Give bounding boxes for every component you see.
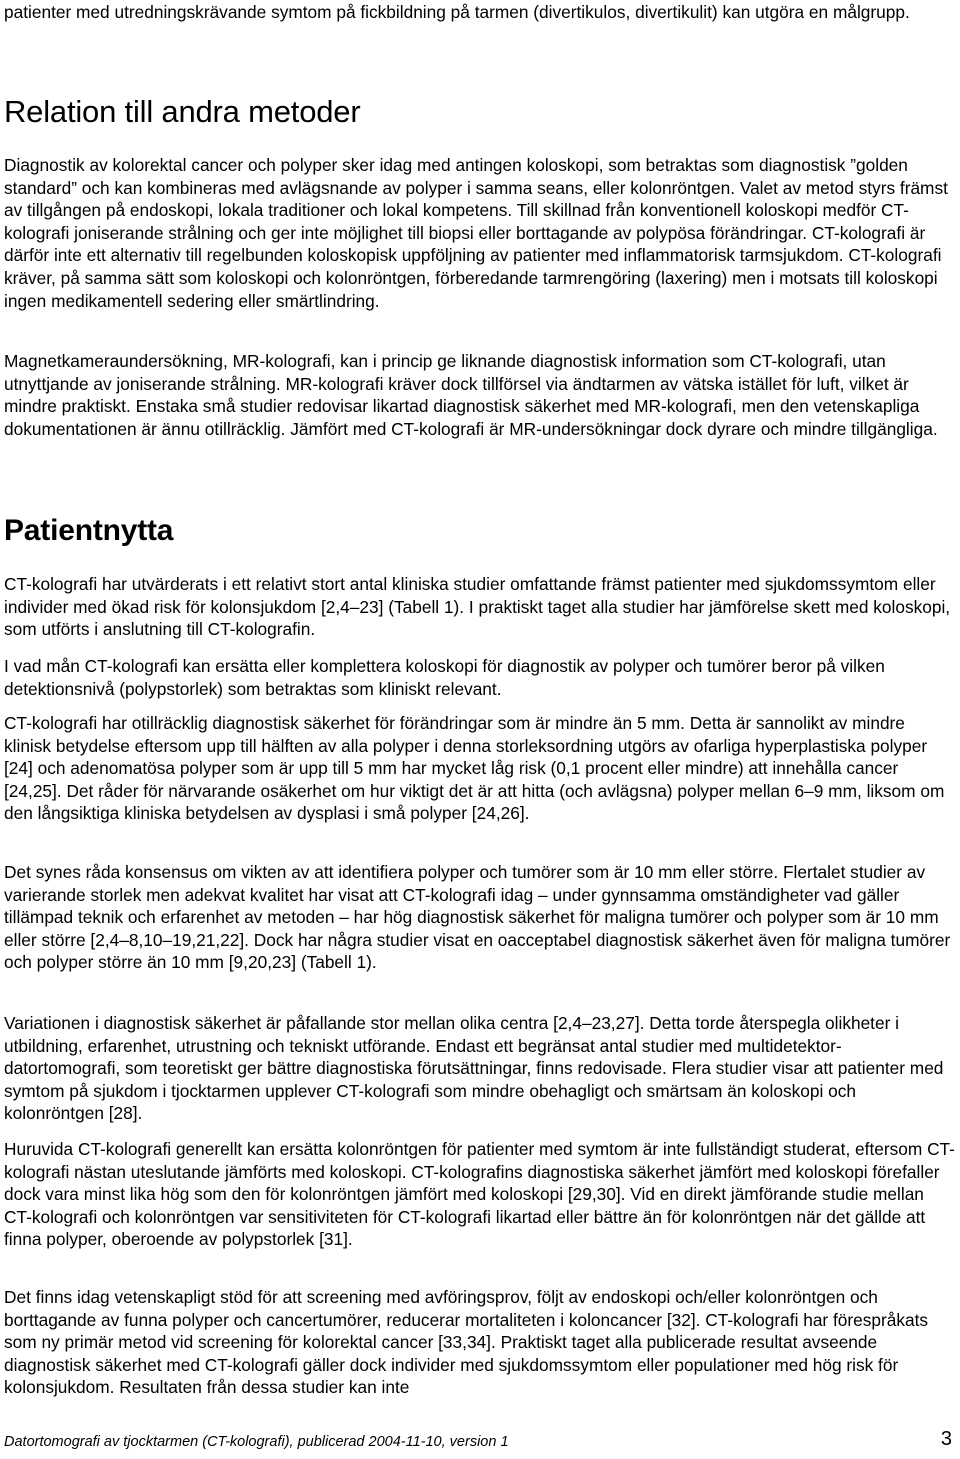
section-heading-patientnytta: Patientnytta — [4, 514, 174, 547]
patientnytta-paragraph-3: CT-kolografi har otillräcklig diagnostisk säkerhet för förändringar som är mindre än 5 mm. Detta är sannolikt av mindre klinisk betydelse eftersom upp till hälften av alla polyper i denna storleksordning utgörs av ofarliga hyperplastiska polyper [24] och adenomatösa polyper som är upp till 5 mm har mycket låg risk (0,1 procent eller mindre) att innehålla cancer [24,25]. Det råder för närvarande osäkerhet om hur viktigt det är att hitta (och avlägsna) polyper mellan 6–9 mm, liksom om den långsiktiga kliniska betydelsen av dysplasi i små polyper [24,26]. — [4, 713, 945, 824]
footer-text: Datortomografi av tjocktarmen (CT-kolografi), publicerad 2004-11-10, version 1 — [4, 1434, 509, 1450]
page-number: 3 — [940, 1428, 952, 1450]
relation-paragraph-1: Diagnostik av kolorektal cancer och polyper sker idag med antingen koloskopi, som betraktas som diagnostisk ”golden standard” och kan kombineras med avlägsnande av polyper i samma seans, eller kolonröntgen. Valet av metod styrs främst av tillgången på endoskopi, lokala traditioner och lokal kompetens. Till skillnad från konventionell koloskopi medför CT-kolografi joniserande strålning och ger inte möjlighet till biopsi eller borttagande av polypösa förändringar. CT-kolografi är därför inte ett alternativ till regelbunden koloskopisk uppföljning av patienter med inflammatorisk tarmsjukdom. CT-kolografi kräver, på samma sätt som koloskopi och kolonröntgen, förberedande tarmrengöring (laxering) men i motsats till koloskopi ingen medikamentell sedering eller smärtlindring. — [4, 155, 948, 311]
patientnytta-paragraph-2: I vad mån CT-kolografi kan ersätta eller komplettera koloskopi för diagnostik av polyper och tumörer beror på vilken detektionsnivå (polypstorlek) som betraktas som kliniskt relevant. — [4, 656, 885, 699]
patientnytta-paragraph-1: CT-kolografi har utvärderats i ett relativt stort antal kliniska studier omfattande främst patienter med sjukdomssymtom eller individer med ökad risk för kolonsjukdom [2,4–23] (Tabell 1). I praktiskt taget alla studier har jämförelse skett med koloskopi, som utförts i anslutning till CT-kolografin. — [4, 574, 951, 640]
intro-continued-paragraph: patienter med utredningskrävande symtom på fickbildning på tarmen (divertikulos, divertikulit) kan utgöra en målgrupp. — [4, 2, 910, 22]
patientnytta-paragraph-5: Variationen i diagnostisk säkerhet är påfallande stor mellan olika centra [2,4–23,27]. Detta torde återspegla olikheter i utbildning, erfarenhet, utrustning och tekniskt utförande. Endast ett begränsat antal studier med multidetektor-datortomografi, som teoretiskt ger bättre diagnostiska förutsättningar, finns redovisade. Flera studier visar att patienter med symtom på sjukdom i tjocktarmen upplever CT-kolografi som mindre obehagligt och smärtsam än koloskopi och kolonröntgen [28]. — [4, 1013, 944, 1124]
page-footer — [4, 1428, 952, 1452]
relation-paragraph-2: Magnetkameraundersökning, MR-kolografi, kan i princip ge liknande diagnostisk information som CT-kolografi, utan utnyttjande av joniserande strålning. MR-kolografi kräver dock tillförsel via ändtarmen av vätska istället för luft, vilket är mindre praktiskt. Enstaka små studier redovisar likartad diagnostisk säkerhet med MR-kolografi, men den vetenskapliga dokumentationen är ännu otillräcklig. Jämfört med CT-kolografi är MR-undersökningar dock dyrare och mindre tillgängliga. — [4, 351, 938, 439]
patientnytta-paragraph-7: Det finns idag vetenskapligt stöd för att screening med avföringsprov, följt av endoskopi och/eller kolonröntgen och borttagande av funna polyper och cancertumörer, reducerar mortaliteten i koloncancer [32]. CT-kolografi har förespråkats som ny primär metod vid screening för kolorektal cancer [33,34]. Praktiskt taget alla publicerade resultat avseende diagnostisk säkerhet med CT-kolografi gäller dock individer med sjukdomssymtom eller populationer med hög risk för kolonsjukdom. Resultaten från dessa studier kan inte — [4, 1287, 929, 1398]
patientnytta-paragraph-4: Det synes råda konsensus om vikten av att identifiera polyper och tumörer som är 10 mm eller större. Flertalet studier av varierande storlek men adekvat kvalitet har visat att CT-kolografi idag – under gynnsamma omständigheter vad gäller tillämpad teknik och erfarenhet av metoden – har hög diagnostisk säkerhet för maligna tumörer och polyper som är 10 mm eller större [2,4–8,10–19,21,22]. Dock har några studier visat en oacceptabel diagnostisk säkerhet även för maligna tumörer och polyper större än 10 mm [9,20,23] (Tabell 1). — [4, 862, 951, 973]
patientnytta-paragraph-6: Huruvida CT-kolografi generellt kan ersätta kolonröntgen för patienter med symtom är inte fullständigt studerat, eftersom CT-kolografi nästan uteslutande jämförts med koloskopi. CT-kolografins diagnostiska säkerhet jämfört med koloskopi förefaller dock vara minst lika hög som den för kolonröntgen jämfört med koloskopi [29,30]. Vid en direkt jämförande studie mellan CT-kolografi och kolonröntgen var sensitiviteten för CT-kolografi likartad eller bättre än för kolonröntgen när det gällde att finna polyper, oberoende av polypstorlek [31]. — [4, 1139, 955, 1250]
section-heading-relation: Relation till andra metoder — [4, 94, 361, 129]
